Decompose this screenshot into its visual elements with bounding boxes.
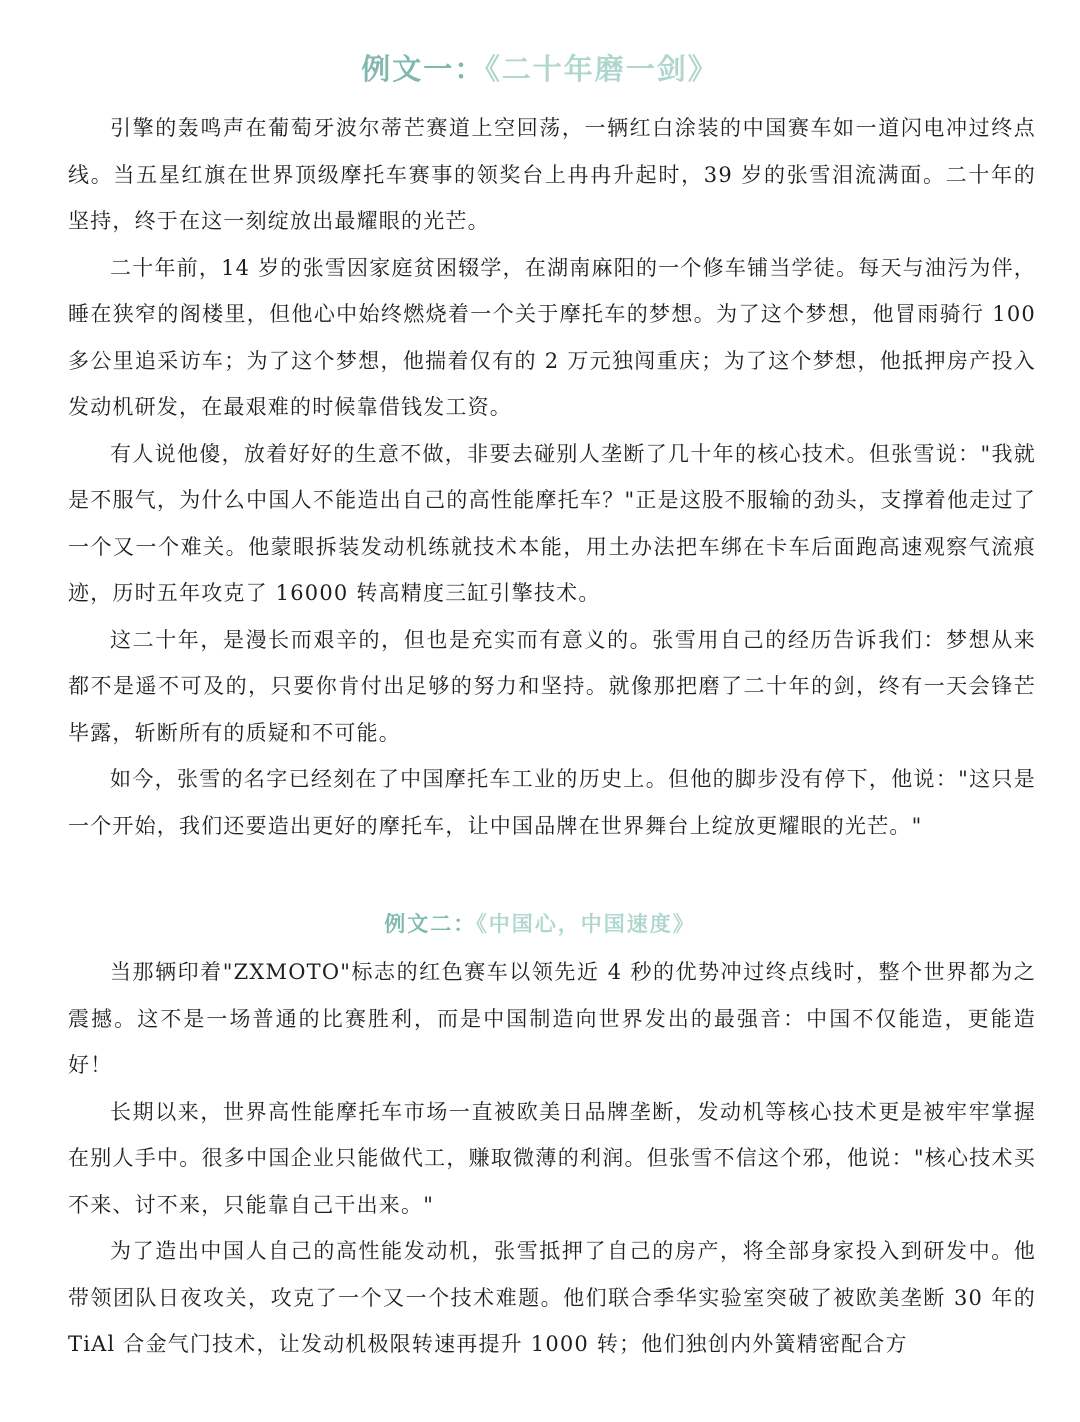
article1-body: [68, 105, 1036, 849]
article2-title-lead: 例文二：: [384, 911, 477, 936]
article1-title-lead: 例文一：: [361, 52, 486, 86]
article1-paragraph-2: 二十年前，14 岁的张雪因家庭贫困辍学，在湖南麻阳的一个修车铺当学徒。每天与油污为伴，睡在狭窄的阁楼里，但他心中始终燃烧着一个关于摩托车的梦想。为了这个梦想，他冒雨骑行 100 多公里追采访车；为了这个梦想，他揣着仅有的 2 万元独闯重庆；为了这个梦想，他抵押房产投入发动机研发，在最艰难的时候靠借钱发工资。: [68, 255, 1036, 419]
article1-paragraph-4: 这二十年，是漫长而艰辛的，但也是充实而有意义的。张雪用自己的经历告诉我们：梦想从来都不是遥不可及的，只要你肯付出足够的努力和坚持。就像那把磨了二十年的剑，终有一天会锋芒毕露，斩断所有的质疑和不可能。: [68, 627, 1036, 745]
article2-paragraph-1: 当那辆印着"ZXMOTO"标志的红色赛车以领先近 4 秒的优势冲过终点线时，整个世界都为之震撼。这不是一场普通的比赛胜利，而是中国制造向世界发出的最强音：中国不仅能造，更能造好！: [68, 960, 1036, 1077]
article1-title-book: 《二十年磨一剑》: [485, 52, 719, 86]
article1-paragraph-3: 有人说他傻，放着好好的生意不做，非要去碰别人垄断了几十年的核心技术。但张雪说："我就是不服气，为什么中国人不能造出自己的高性能摩托车？"正是这股不服输的劲头，支撑着他走过了一个又一个难关。他蒙眼拆装发动机练就技术本能，用土办法把车绑在卡车后面跑高速观察气流痕迹，历时五年攻克了 16000 转高精度三缸引擎技术。: [68, 441, 1036, 605]
article1-paragraph-5: 如今，张雪的名字已经刻在了中国摩托车工业的历史上。但他的脚步没有停下，他说："这只是一个开始，我们还要造出更好的摩托车，让中国品牌在世界舞台上绽放更耀眼的光芒。": [68, 767, 1036, 838]
article1-title: [0, 46, 1080, 92]
article2-paragraph-3: 为了造出中国人自己的高性能发动机，张雪抵押了自己的房产，将全部身家投入到研发中。他带领团队日夜攻关，攻克了一个又一个技术难题。他们联合季华实验室突破了被欧美垄断 30 年的 TiAl 合金气门技术，让发动机极限转速再提升 1000 转；他们独创内外簧精密配合方: [68, 1239, 1036, 1356]
article2-title: [0, 906, 1080, 942]
article2-body: [68, 949, 1036, 1368]
article2-paragraph-2: 长期以来，世界高性能摩托车市场一直被欧美日品牌垄断，发动机等核心技术更是被牢牢掌握在别人手中。很多中国企业只能做代工，赚取微薄的利润。但张雪不信这个邪，他说："核心技术买不来、讨不来，只能靠自己干出来。": [68, 1099, 1036, 1217]
article1-paragraph-1: 引擎的轰鸣声在葡萄牙波尔蒂芒赛道上空回荡，一辆红白涂装的中国赛车如一道闪电冲过终点线。当五星红旗在世界顶级摩托车赛事的领奖台上冉冉升起时，39 岁的张雪泪流满面。二十年的坚持，终于在这一刻绽放出最耀眼的光芒。: [68, 116, 1036, 233]
article2-title-book: 《中国心，中国速度》: [476, 911, 696, 936]
